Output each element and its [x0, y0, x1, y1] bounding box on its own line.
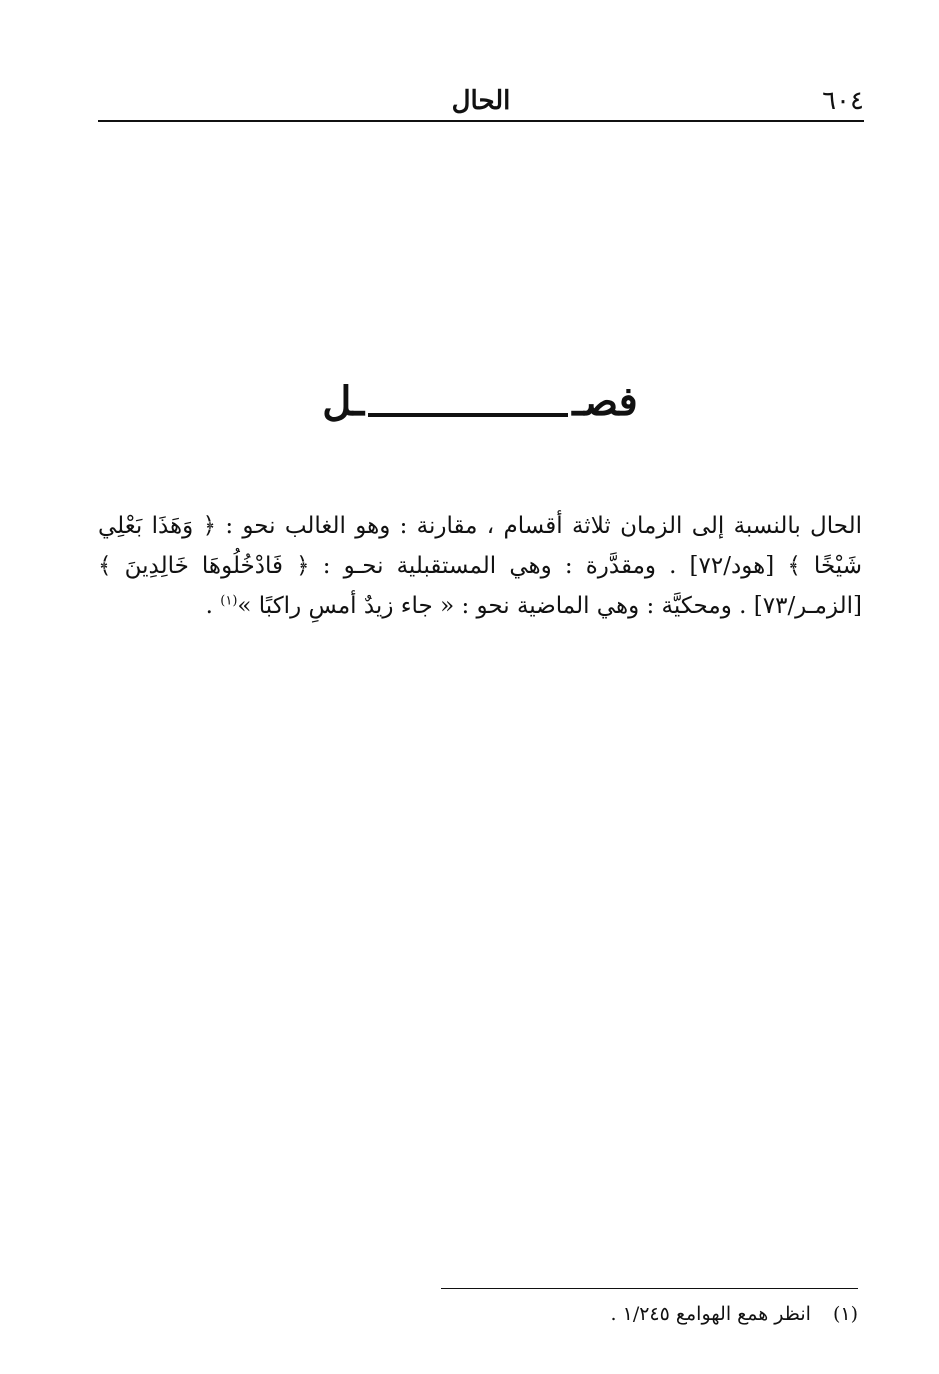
page-header — [98, 86, 864, 122]
heading-elongation-line — [368, 413, 568, 417]
footnote — [441, 1300, 858, 1328]
running-title: الحال — [451, 86, 511, 116]
page-number: ٦٠٤ — [822, 86, 864, 116]
section-heading — [300, 372, 660, 432]
header-rule — [98, 120, 864, 122]
body-paragraph — [98, 506, 862, 626]
footnote-reference[interactable]: (١) — [220, 593, 238, 609]
body-text — [98, 506, 862, 626]
footnote-text: انظر همع الهوامع ١/٢٤٥ . — [610, 1303, 811, 1325]
section-heading-end: ـل — [322, 378, 365, 425]
footnote-marker: (١) — [832, 1303, 858, 1325]
paragraph-text: الحال بالنسبة إلى الزمان ثلاثة أقسام ، مقارنة : وهو الغالب نحو : ﴿ وَهَذَا بَعْلِي شَيْخًا ﴾ [هود/٧٢] . ومقدَّرة : وهي المستقبلية نحـو : ﴿ فَادْخُلُوهَا خَالِدِينَ ﴾ [الزمـر/٧٣] . ومحكيَّة : وهي الماضية نحو : « جاء زيدٌ أمسِ راكبًا » — [98, 513, 863, 619]
paragraph-end: . — [205, 593, 221, 619]
footnote-rule — [441, 1288, 858, 1289]
section-heading-start: فصـ — [572, 378, 638, 425]
